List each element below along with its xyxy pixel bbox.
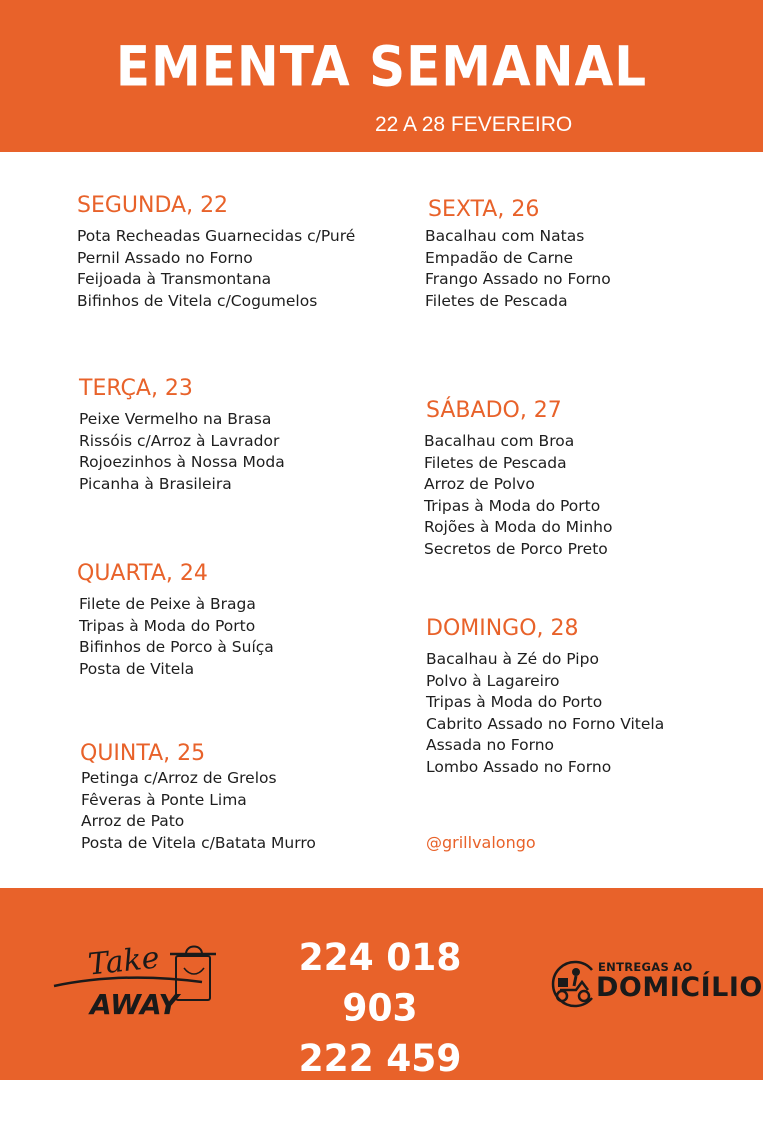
menu-item: Frango Assado no Forno (425, 270, 611, 289)
menu-item: Peixe Vermelho na Brasa (79, 410, 272, 428)
delivery-line1: ENTREGAS AO (598, 960, 693, 974)
menu-item: Bacalhau com Natas (425, 227, 585, 245)
menu-item: Bacalhau à Zé do Pipo (426, 650, 599, 668)
menu-item: Bacalhau com Broa (424, 432, 575, 450)
header-banner (0, 0, 763, 152)
day-sexta (425, 197, 611, 312)
menu-item: Secretos de Porco Preto (424, 539, 608, 558)
menu-item: Assada no Forno (426, 736, 555, 755)
menu-item: Empadão de Carne (425, 248, 574, 267)
menu-item: Posta de Vitela (79, 659, 195, 678)
date-range: 22 A 28 FEVEREIRO (375, 113, 573, 136)
day-domingo (426, 616, 664, 779)
day-title: QUARTA, 24 (77, 561, 208, 586)
page-title: EMENTA SEMANAL (115, 35, 648, 99)
day-sabado (424, 398, 613, 561)
menu-item: Rojões à Moda do Minho (424, 518, 613, 537)
menu-item: Tripas à Moda do Porto (424, 496, 601, 515)
menu-item: Arroz de Polvo (424, 475, 535, 494)
day-title: DOMINGO, 28 (426, 616, 579, 641)
menu-item: Arroz de Pato (81, 812, 185, 831)
day-title: SÁBADO, 27 (426, 398, 562, 423)
day-quarta (77, 561, 274, 680)
delivery-line2: DOMICÍLIO (596, 972, 763, 1003)
day-segunda (77, 193, 355, 312)
menu-item: Polvo à Lagareiro (426, 671, 560, 690)
delivery-logo (546, 956, 763, 1016)
phone-number: 222 459 803 (298, 1037, 462, 1131)
menu-item: Fêveras à Ponte Lima (81, 790, 247, 809)
menu-item: Petinga c/Arroz de Grelos (81, 769, 277, 787)
menu-item: Filete de Peixe à Braga (79, 595, 256, 613)
menu-item: Filetes de Pescada (424, 453, 567, 472)
takeaway-away-text: AWAY (90, 988, 179, 1021)
menu-item: Lombo Assado no Forno (426, 757, 612, 776)
delivery-scooter-icon (546, 956, 598, 1012)
menu-item: Tripas à Moda do Porto (426, 693, 603, 712)
day-terca (79, 376, 285, 495)
phone-number: 224 018 903 (298, 936, 462, 1030)
menu-item: Pota Recheadas Guarnecidas c/Puré (77, 227, 356, 245)
day-title: SEGUNDA, 22 (77, 193, 229, 218)
menu-item: Cabrito Assado no Forno Vitela (426, 714, 665, 733)
takeaway-logo (52, 942, 222, 1032)
day-title: SEXTA, 26 (428, 197, 540, 222)
social-handle: @grillvalongo (426, 833, 536, 852)
menu-item: Feijoada à Transmontana (77, 270, 272, 289)
menu-item: Bifinhos de Porco à Suíça (79, 638, 274, 657)
menu-item: Rissóis c/Arroz à Lavrador (79, 431, 280, 450)
day-title: QUINTA, 25 (80, 741, 206, 766)
menu-item: Bifinhos de Vitela c/Cogumelos (77, 291, 318, 310)
day-quinta (80, 741, 316, 854)
menu-item: Pernil Assado no Forno (77, 248, 253, 267)
menu-item: Filetes de Pescada (425, 291, 568, 310)
footer-banner (0, 888, 763, 1131)
menu-item: Picanha à Brasileira (79, 474, 232, 493)
phone-numbers (270, 933, 490, 1135)
menu-item: Rojoezinhos à Nossa Moda (79, 453, 285, 472)
menu-item: Tripas à Moda do Porto (79, 616, 256, 635)
menu-item: Posta de Vitela c/Batata Murro (81, 833, 316, 852)
takeaway-take-text: Take (86, 940, 162, 983)
day-title: TERÇA, 23 (79, 376, 193, 401)
